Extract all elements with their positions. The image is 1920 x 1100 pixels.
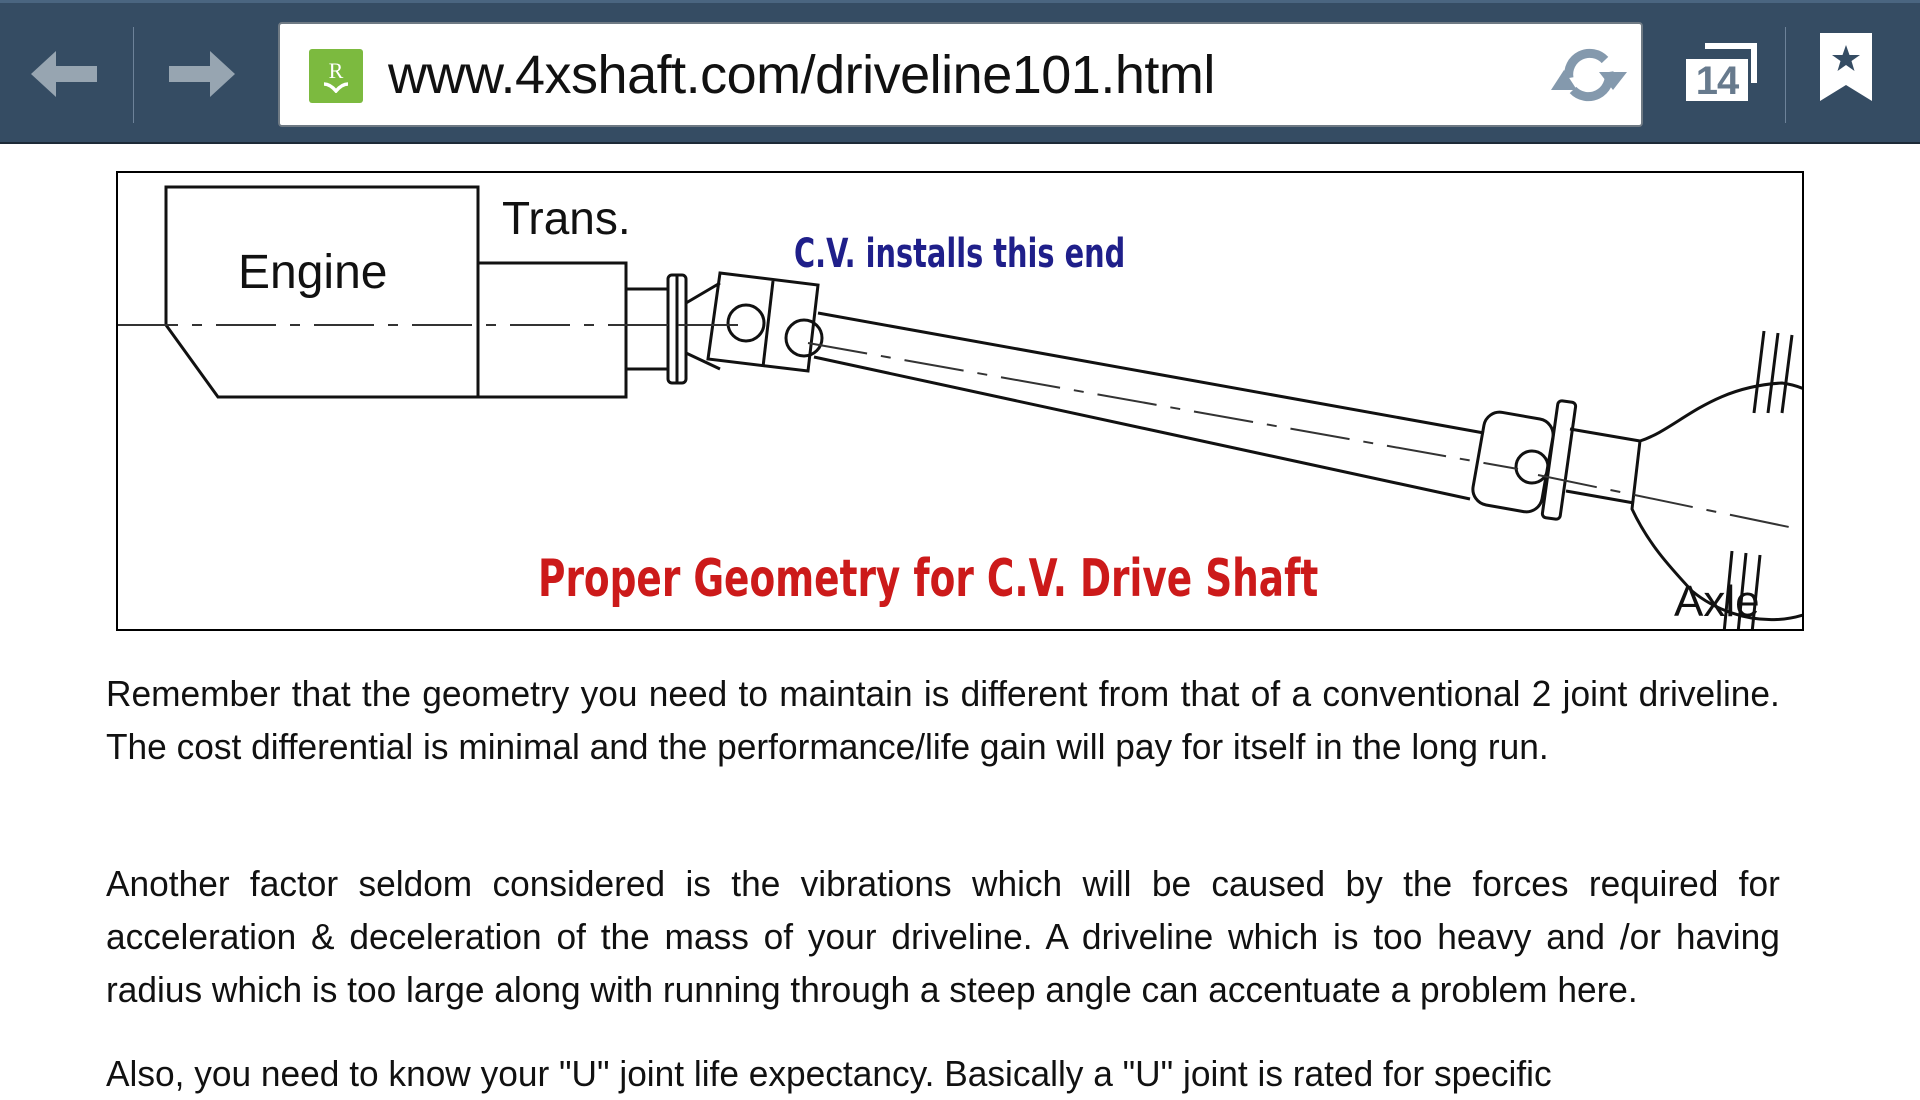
site-favicon-icon bbox=[309, 49, 363, 103]
tab-count: 14 bbox=[1686, 59, 1748, 101]
url-text[interactable]: www.4xshaft.com/driveline101.html bbox=[388, 45, 1215, 105]
toolbar-divider bbox=[1785, 27, 1786, 123]
article-paragraph-3: Also, you need to know your "U" joint life expectancy. Basically a "U" joint is rated for specific bbox=[106, 1053, 1552, 1094]
article-paragraph-2: Another factor seldom considered is the vibrations which will be caused by the forces required for acceleration & deceleration of the mass of your driveline. A driveline which is too heavy and /or having radius which is too large along with running through a steep angle can accentuate a problem here. bbox=[106, 863, 1780, 1010]
book-icon bbox=[323, 81, 349, 93]
trans-label: Trans. bbox=[502, 192, 631, 244]
favicon-letter: R bbox=[328, 58, 344, 83]
address-bar[interactable] bbox=[278, 22, 1643, 127]
forward-button[interactable] bbox=[134, 3, 266, 145]
refresh-button[interactable] bbox=[1547, 38, 1631, 112]
cv-note-label: C.V. installs this end bbox=[794, 231, 1126, 277]
article-paragraph-1: Remember that the geometry you need to maintain is different from that of a conventional 2 joint driveline. The cost differential is minimal and the performance/life gain will pay for itself in the long run. bbox=[106, 673, 1780, 767]
back-button[interactable] bbox=[0, 3, 132, 145]
arrow-right-icon bbox=[165, 51, 235, 97]
engine-label: Engine bbox=[238, 246, 388, 299]
page-content bbox=[0, 145, 1920, 1094]
arrow-left-icon bbox=[31, 51, 101, 97]
tabs-button[interactable] bbox=[1680, 33, 1780, 113]
browser-toolbar bbox=[0, 0, 1920, 142]
bookmark-button[interactable] bbox=[1820, 33, 1880, 113]
refresh-icon bbox=[1549, 42, 1629, 108]
axle-label: Axle bbox=[1674, 577, 1760, 626]
bookmark-star-icon bbox=[1820, 33, 1872, 103]
diagram-caption: Proper Geometry for C.V. Drive Shaft bbox=[538, 549, 1319, 609]
driveline-diagram bbox=[116, 171, 1804, 631]
